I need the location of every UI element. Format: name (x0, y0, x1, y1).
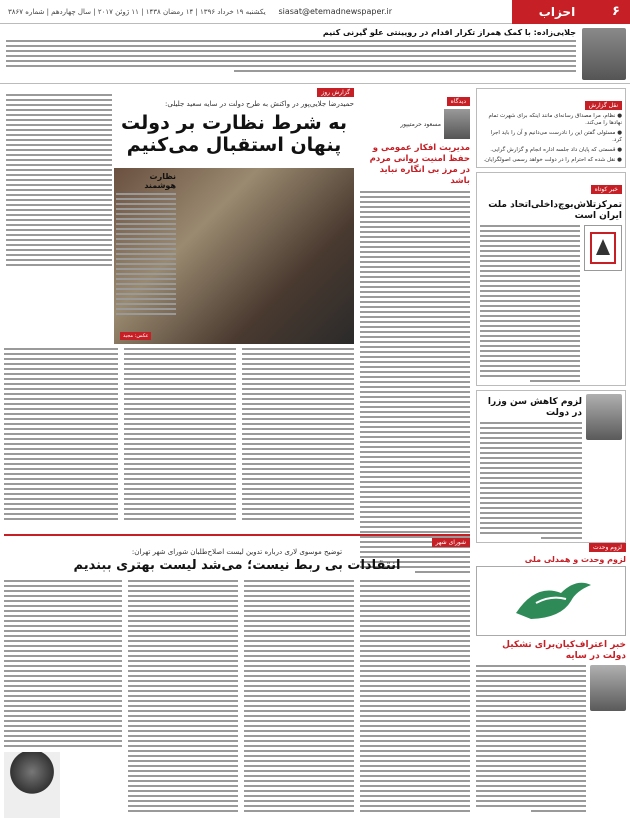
article-kicker: حمیدرضا جلایی‌پور در واکنش به طرح دولت در سایه سعید جلیلی: (165, 100, 354, 108)
article-body-col-2 (124, 348, 236, 524)
author-photo (582, 28, 626, 80)
digest-tag: نقل گزارش (585, 101, 622, 110)
bottom-right-column (476, 534, 626, 816)
article-body-col-1 (242, 348, 354, 524)
article-title: لزوم کاهش سن وزرا در دولت (487, 397, 582, 418)
council-tag: شورای شهر (432, 538, 470, 547)
opinion-tag: دیدگاه (447, 97, 470, 106)
council-body-col-3 (128, 580, 238, 816)
short-article-2 (476, 390, 626, 543)
article-title: تمرکزتلاش‌بوچ‌داخلی‌اتحاد ملت ایران است (488, 200, 622, 221)
unity-title: لزوم وحدت و همدلی ملی (524, 555, 626, 564)
unity-tag: لزوم وحدت (589, 543, 626, 552)
left-text-column (4, 92, 114, 272)
section-title: احزاب (512, 0, 602, 24)
short-article-1 (476, 172, 626, 386)
politician-photo (590, 665, 626, 711)
top-news-strip (0, 26, 630, 84)
party-logo-icon (584, 225, 622, 271)
digest-item: ● نقل شده که احترام را در دولت خواهد رسمی اصولگرایان. (483, 157, 622, 163)
issue-date: یکشنبه ۱۹ خرداد ۱۳۹۶ | ۱۴ رمضان ۱۴۳۸ | ۱۱ ژوئن ۲۰۱۷ | سال چهاردهم | شماره ۳۸۶۷ (8, 7, 266, 16)
site-email[interactable]: siasat@etemadnewspaper.ir (278, 7, 392, 16)
city-council-article (4, 534, 470, 816)
report-tag: گزارش روز (317, 88, 354, 97)
article-tag: خبر کوتاه (591, 185, 622, 194)
main-article (4, 88, 354, 528)
shadow-gov-title: خبر اعتراف‌کیان‌برای تشکیل دولت در سایه (502, 640, 626, 661)
opinion-column (360, 88, 470, 528)
council-body-col-2 (244, 580, 354, 816)
top-news-title: جلایی‌زاده: با کمک همراز تکرار اقدام در رویینتی علو گیرنی کنیم (322, 28, 576, 37)
page-header (0, 0, 630, 24)
cleric-photo (4, 752, 60, 818)
top-news-body (6, 40, 576, 80)
sidebar-note (116, 172, 176, 315)
digest-item: ● قسمتی که پایان داد جلسه اداره انجام و گزارش گرایی. (490, 147, 622, 153)
author-photo (444, 109, 470, 139)
politician-photo (586, 394, 622, 440)
council-headline: انتقادات بی ربط نیست؛ می‌شد لیست بهتری ببندیم (73, 558, 401, 573)
article-body-col-3 (4, 348, 118, 524)
dove-logo-icon (476, 566, 626, 636)
page-number: ۶ (602, 0, 630, 24)
council-body-col-4 (4, 580, 122, 750)
digest-item: ● نظام، مرا مصداق رسانه‌ای مانند اینکه برای شهرت تمام نهادها را می‌کند. (488, 113, 622, 126)
photo-caption: عکس: مجید (120, 332, 151, 340)
council-body-col-1 (360, 580, 470, 816)
council-kicker: توضیح موسوی لاری درباره تدوین لیست اصلاح‌طلبان شورای شهر تهران: (131, 548, 343, 556)
digest-item: ● مسئولی گفتن این را نادرست می‌دانیم و آن را باید اجرا کرد. (490, 130, 622, 143)
article-headline: به شرط نظارت بر دولت پنهان استقبال می‌کنیم (121, 112, 347, 156)
author-name: مسعود حرمتیپور (400, 120, 441, 128)
news-digest (476, 88, 626, 168)
opinion-title: مدیریت افکار عمومی و حفظ امنیت روانی مردم در مرز بی انگاره نباید باشد (369, 143, 470, 186)
sidebar-title: نظارت هوشمند (144, 172, 176, 190)
